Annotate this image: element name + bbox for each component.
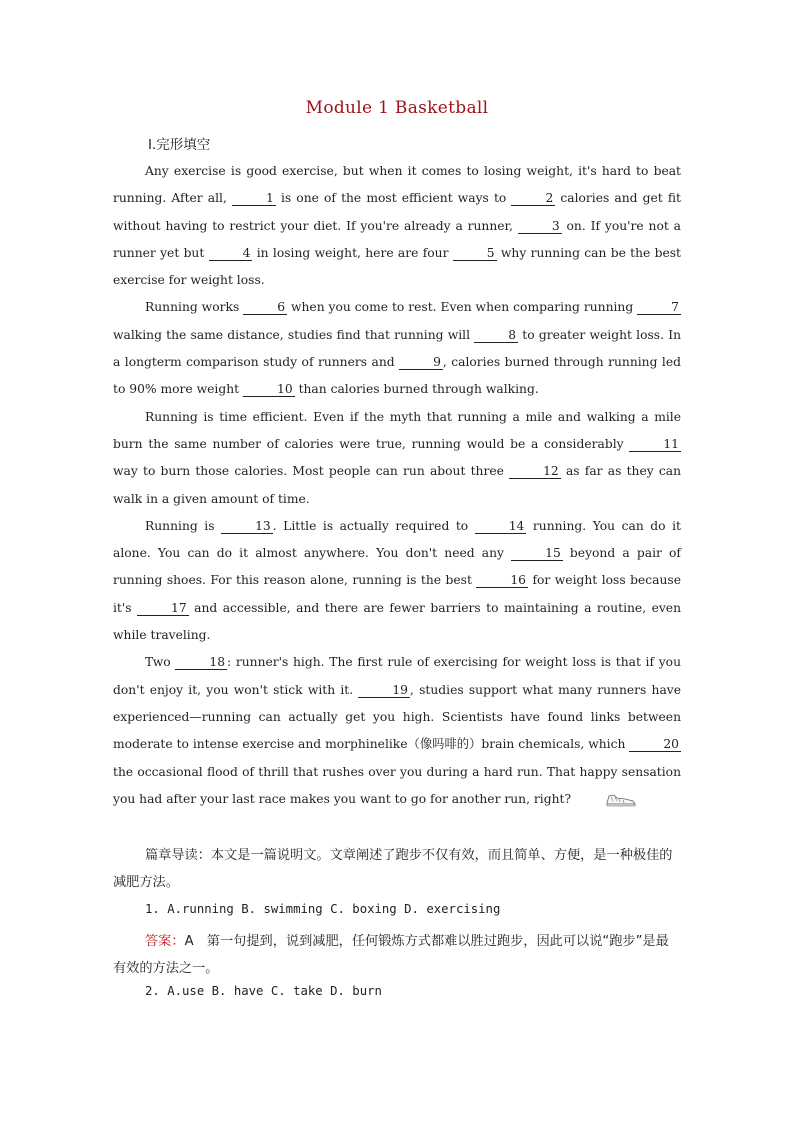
text: the occasional flood of thrill that rushes over you during a hard run. That happy sensation you had after your last race makes you want to go for another run, right? (113, 764, 681, 806)
blank-9: 9 (399, 355, 443, 370)
blank-3: 3 (518, 219, 562, 234)
blank-15: 15 (511, 546, 563, 561)
text: when you come to rest. Even when comparing running (287, 300, 638, 315)
text: is one of the most efficient ways to (275, 191, 512, 206)
text: in losing weight, here are four (252, 245, 453, 260)
text: for weight loss because it's (113, 573, 681, 615)
text: Running works (145, 300, 244, 315)
question-1: 1. A.running B. swimming C. boxing D. exercising (145, 902, 501, 916)
cloze-passage (113, 158, 681, 817)
answer-text: A 第一句提到，说到减肥，任何锻炼方式都难以胜过跑步，因此可以说“跑步”是最有效的方法之一。 (113, 934, 669, 976)
text: , studies support what many runners have experienced—running can actually get you high. Scientists have found links between moderate to intense exercise and morphinelike（像吗啡的）brain chemicals, which (113, 682, 682, 752)
blank-5: 5 (453, 246, 497, 261)
running-shoe-icon (573, 790, 637, 817)
text: , calories burned through running led to 90% more weight (113, 355, 681, 397)
text: Running is time efficient. Even if the myth that running a mile and walking a mile burn the same number of calories were true, running would be a considerably (113, 409, 681, 451)
text: beyond a pair of running shoes. For this reason alone, running is the best (113, 546, 681, 588)
paragraph-1 (113, 158, 681, 294)
paragraph-2 (113, 294, 681, 403)
blank-4: 4 (209, 246, 253, 261)
paragraph-5 (113, 649, 681, 817)
blank-11: 11 (629, 437, 681, 452)
text: calories and get fit without having to restrict your diet. If you're already a runner, (113, 191, 682, 233)
blank-7: 7 (637, 300, 681, 315)
blank-17: 17 (137, 601, 189, 616)
text: way to burn those calories. Most people can run about three (113, 464, 510, 479)
blank-6: 6 (243, 300, 287, 315)
blank-12: 12 (509, 464, 561, 479)
text: running. You can do it alone. You can do it almost anywhere. You don't need any (113, 518, 681, 561)
passage-guide: 篇章导读：本文是一篇说明文。文章阐述了跑步不仅有效，而且简单、方便，是一种极佳的减肥方法。 (113, 848, 673, 890)
text: Running is (145, 518, 222, 533)
blank-1: 1 (232, 191, 276, 206)
paragraph-3 (113, 404, 681, 513)
text: : runner's high. The first rule of exercising for weight loss is that if you don't enjoy it, you won't stick with it. (113, 655, 681, 697)
blank-14: 14 (475, 519, 527, 534)
text: . Little is actually required to (272, 518, 475, 533)
blank-2: 2 (511, 191, 555, 206)
text: why running can be the best exercise for weight loss. (113, 245, 681, 288)
text: Two (145, 655, 176, 670)
text: than calories burned through walking. (294, 382, 539, 397)
text: Any exercise is good exercise, but when it comes to losing weight, it's hard to beat running. After all, (113, 164, 681, 206)
blank-10: 10 (243, 382, 295, 397)
blank-13: 13 (221, 519, 273, 534)
text: and accessible, and there are fewer barriers to maintaining a routine, even while traveling. (113, 600, 681, 643)
paragraph-4 (113, 513, 681, 649)
answer-label: 答案： (145, 934, 185, 949)
page-title: Module 1 Basketball (305, 98, 489, 118)
question-2: 2. A.use B. have C. take D. burn (145, 984, 382, 998)
blank-19: 19 (358, 683, 410, 698)
text: to greater weight loss. In a longterm comparison study of runners and (113, 327, 681, 370)
blank-16: 16 (476, 573, 528, 588)
section-heading: Ⅰ.完形填空 (148, 137, 211, 153)
text: on. If you're not a runner yet but (113, 218, 681, 260)
answer-1 (113, 928, 681, 982)
blank-20: 20 (629, 737, 681, 752)
blank-18: 18 (175, 655, 227, 670)
blank-8: 8 (474, 328, 518, 343)
text: as far as they can walk in a given amount of time. (113, 464, 682, 506)
text: walking the same distance, studies find that running will (113, 327, 475, 342)
